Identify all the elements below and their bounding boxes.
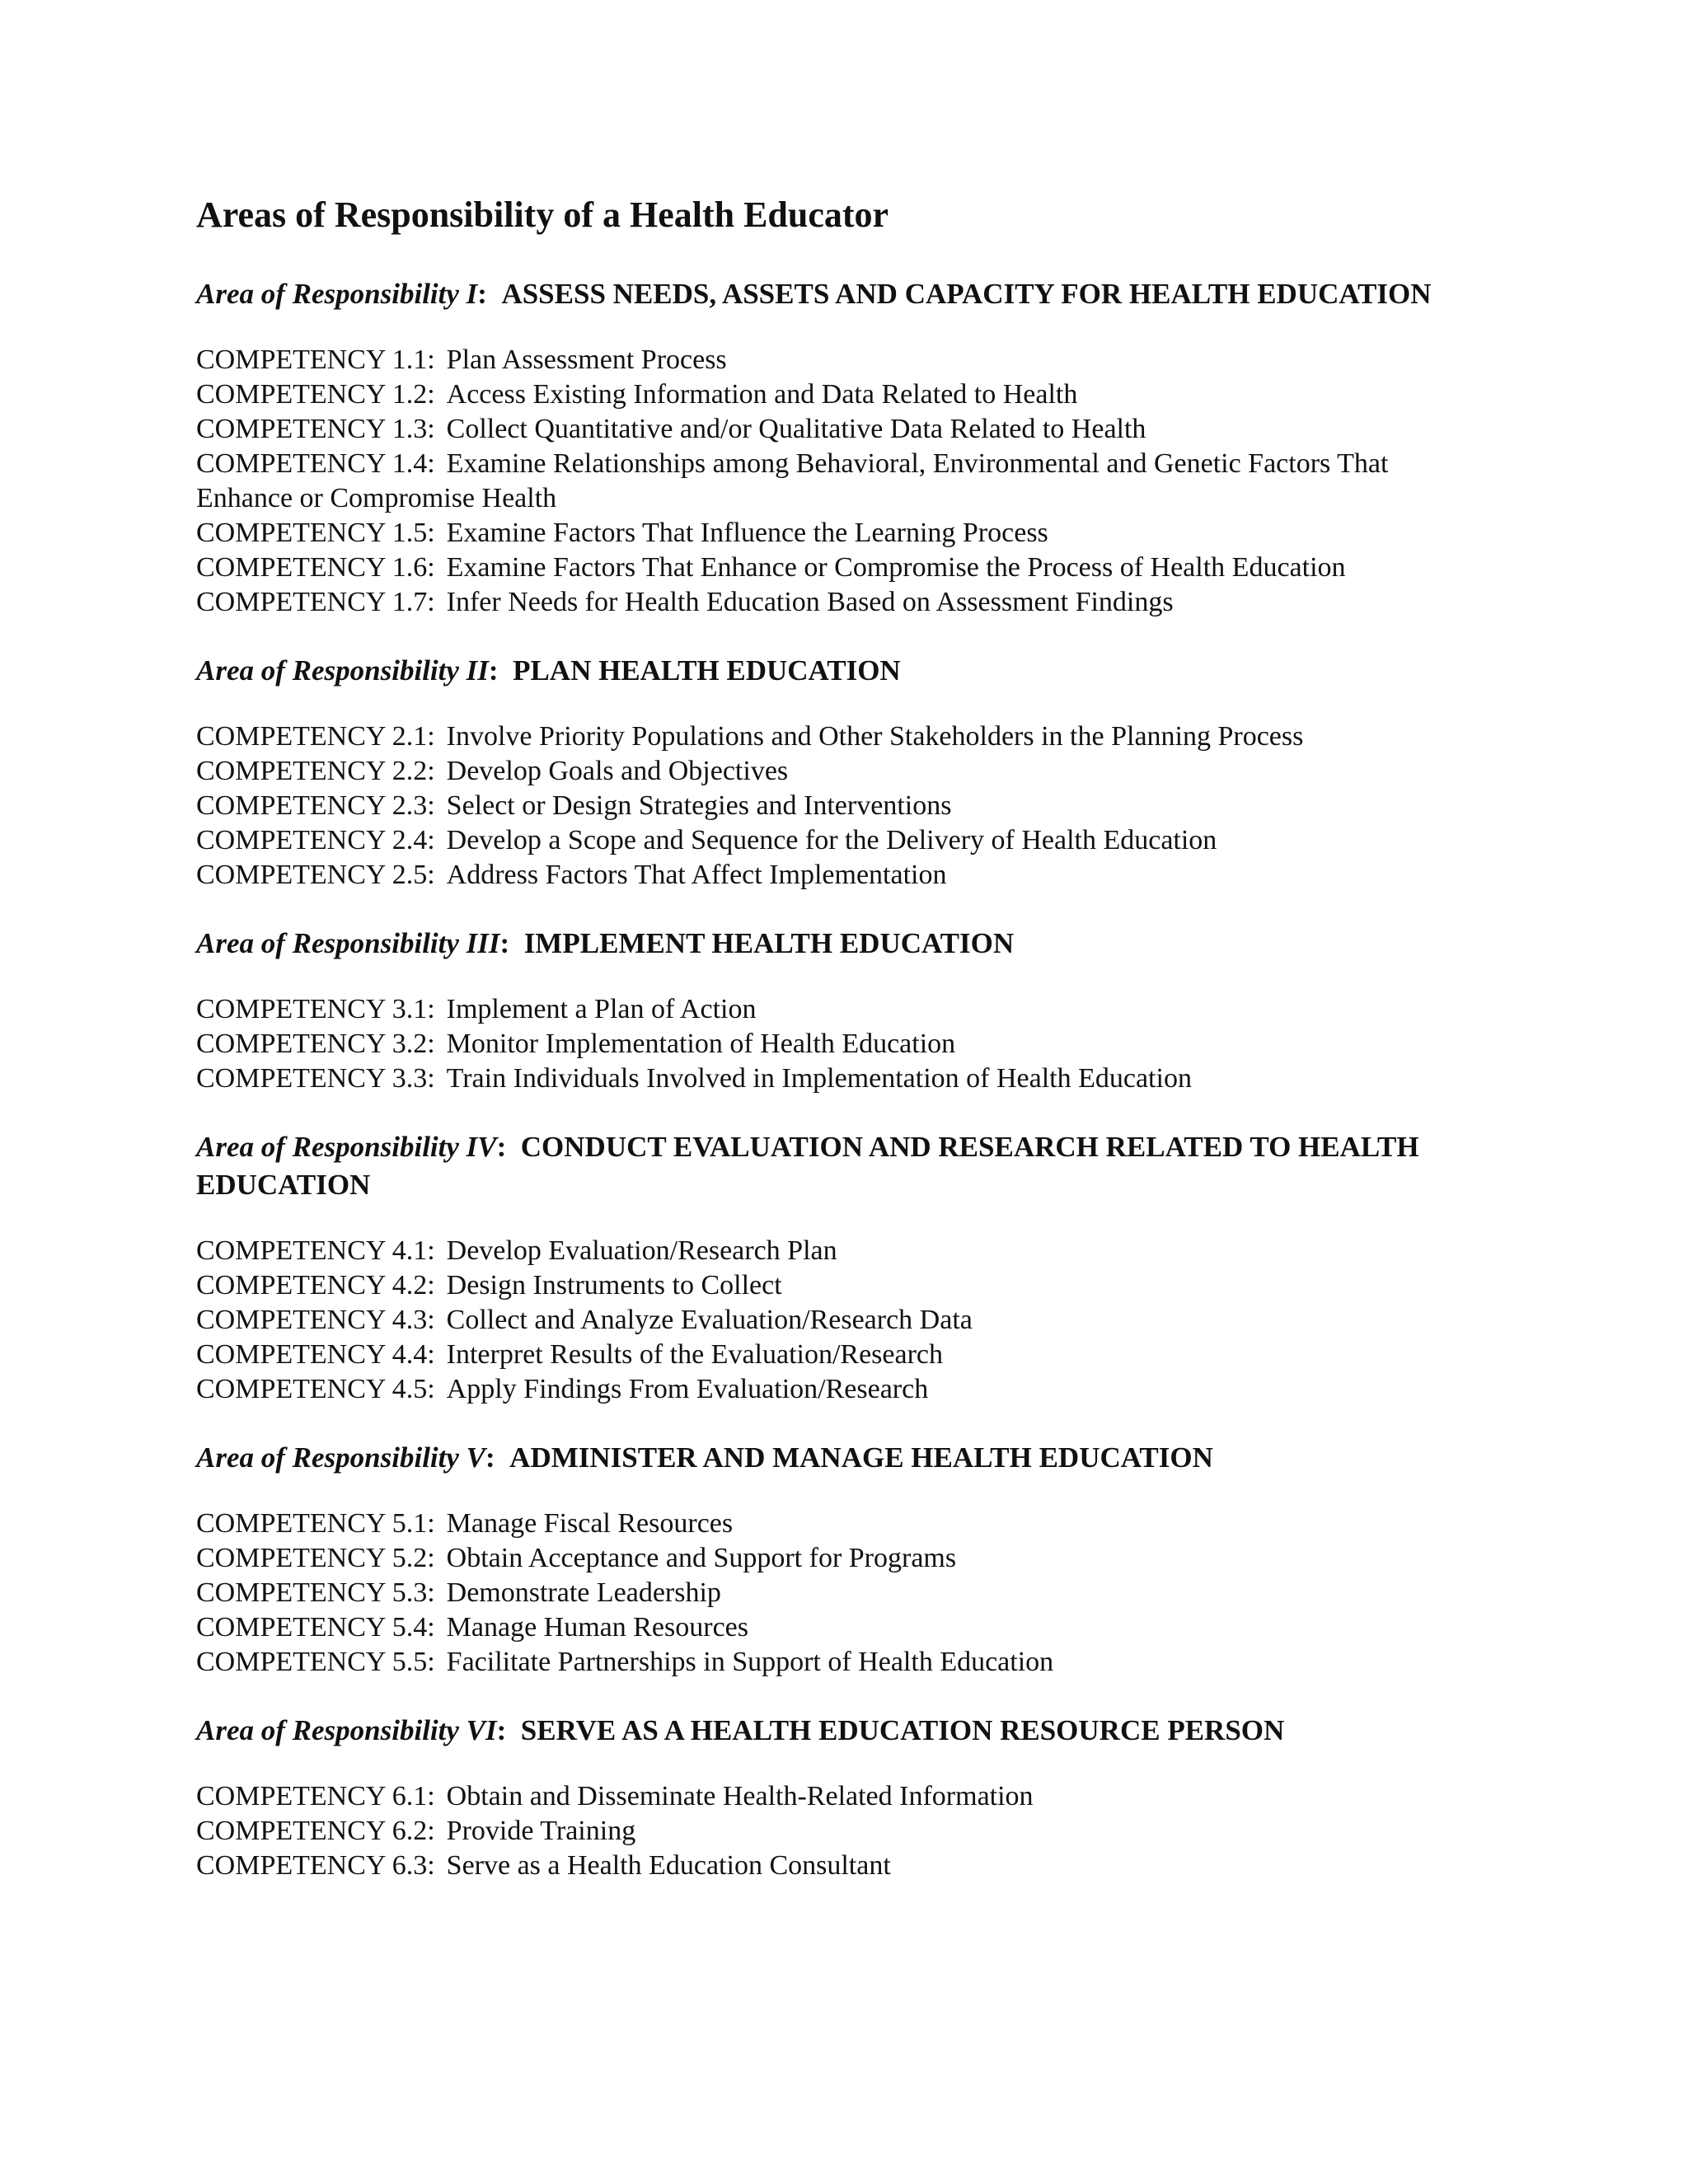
competency-text: Train Individuals Involved in Implementation of Health Education — [446, 1063, 1192, 1094]
area-separator: : — [496, 1131, 507, 1163]
competency-item — [196, 1027, 1482, 1062]
competency-code: COMPETENCY 5.2: — [196, 1543, 435, 1573]
area-label: Area of Responsibility — [196, 1441, 459, 1474]
competency-item — [196, 789, 1482, 823]
competency-code: COMPETENCY 4.5: — [196, 1374, 435, 1404]
competency-item — [196, 1576, 1482, 1610]
competency-code: COMPETENCY 2.3: — [196, 790, 435, 821]
competency-text: Select or Design Strategies and Interventions — [446, 790, 952, 821]
competency-code: COMPETENCY 2.5: — [196, 860, 435, 890]
area-name: CONDUCT EVALUATION AND RESEARCH RELATED TO HEALTH EDUCATION — [196, 1131, 1419, 1201]
area-heading — [196, 275, 1482, 313]
competency-text: Provide Training — [446, 1816, 636, 1846]
responsibility-area — [196, 1128, 1482, 1407]
area-name: IMPLEMENT HEALTH EDUCATION — [523, 927, 1015, 959]
competency-code: COMPETENCY 1.7: — [196, 587, 435, 617]
competency-item — [196, 1849, 1482, 1883]
competency-item — [196, 377, 1482, 412]
competency-text: Infer Needs for Health Education Based on Assessment Findings — [446, 587, 1174, 617]
competency-item — [196, 754, 1482, 789]
competency-code: COMPETENCY 2.1: — [196, 721, 435, 752]
competency-item — [196, 412, 1482, 447]
competency-text: Manage Human Resources — [446, 1612, 748, 1643]
responsibility-area — [196, 1439, 1482, 1680]
competency-list — [196, 992, 1482, 1096]
competency-code: COMPETENCY 1.2: — [196, 379, 435, 410]
area-separator: : — [485, 1441, 495, 1474]
competency-code: COMPETENCY 3.2: — [196, 1029, 435, 1059]
areas-container — [196, 275, 1482, 1883]
responsibility-area — [196, 925, 1482, 1096]
competency-text: Examine Relationships among Behavioral, Environmental and Genetic Factors That Enhance or Compromise Health — [196, 448, 1389, 513]
competency-item — [196, 1779, 1482, 1814]
competency-code: COMPETENCY 5.4: — [196, 1612, 435, 1643]
competency-list — [196, 1507, 1482, 1680]
competency-item — [196, 1062, 1482, 1096]
competency-item — [196, 551, 1482, 585]
competency-item — [196, 823, 1482, 858]
area-separator: : — [496, 1714, 507, 1746]
area-name: PLAN HEALTH EDUCATION — [513, 654, 901, 687]
area-heading — [196, 1712, 1482, 1750]
responsibility-area — [196, 1712, 1482, 1883]
competency-code: COMPETENCY 6.3: — [196, 1850, 435, 1881]
competency-text: Address Factors That Affect Implementation — [446, 860, 947, 890]
competency-code: COMPETENCY 1.1: — [196, 344, 435, 375]
competency-code: COMPETENCY 3.1: — [196, 994, 435, 1024]
competency-item — [196, 719, 1482, 754]
competency-item — [196, 858, 1482, 893]
competency-text: Apply Findings From Evaluation/Research — [446, 1374, 929, 1404]
competency-text: Implement a Plan of Action — [446, 994, 757, 1024]
area-name: SERVE AS A HEALTH EDUCATION RESOURCE PERSON — [520, 1714, 1285, 1746]
competency-list — [196, 1779, 1482, 1883]
competency-text: Facilitate Partnerships in Support of Health Education — [446, 1647, 1054, 1677]
area-numeral: V — [466, 1441, 486, 1474]
competency-item — [196, 1268, 1482, 1303]
competency-text: Plan Assessment Process — [446, 344, 727, 375]
competency-item — [196, 1610, 1482, 1645]
area-name: ADMINISTER AND MANAGE HEALTH EDUCATION — [509, 1441, 1213, 1474]
competency-text: Develop a Scope and Sequence for the Delivery of Health Education — [446, 825, 1217, 855]
competency-text: Serve as a Health Education Consultant — [446, 1850, 891, 1881]
competency-text: Collect Quantitative and/or Qualitative Data Related to Health — [446, 414, 1146, 444]
competency-text: Manage Fiscal Resources — [446, 1508, 734, 1539]
responsibility-area — [196, 652, 1482, 893]
competency-item — [196, 1507, 1482, 1541]
area-label: Area of Responsibility — [196, 278, 459, 310]
area-numeral: III — [466, 927, 500, 959]
competency-text: Examine Factors That Influence the Learning Process — [446, 518, 1048, 548]
competency-code: COMPETENCY 5.3: — [196, 1577, 435, 1608]
competency-code: COMPETENCY 5.5: — [196, 1647, 435, 1677]
competency-code: COMPETENCY 4.2: — [196, 1270, 435, 1301]
competency-item — [196, 1814, 1482, 1849]
competency-code: COMPETENCY 6.2: — [196, 1816, 435, 1846]
area-name: ASSESS NEEDS, ASSETS AND CAPACITY FOR HEALTH EDUCATION — [501, 278, 1432, 310]
competency-text: Design Instruments to Collect — [446, 1270, 782, 1301]
competency-code: COMPETENCY 4.4: — [196, 1339, 435, 1370]
competency-item — [196, 1372, 1482, 1407]
competency-code: COMPETENCY 1.4: — [196, 448, 435, 479]
competency-text: Involve Priority Populations and Other Stakeholders in the Planning Process — [446, 721, 1304, 752]
area-label: Area of Responsibility — [196, 927, 459, 959]
competency-text: Obtain and Disseminate Health-Related Information — [446, 1781, 1034, 1811]
competency-item — [196, 1303, 1482, 1338]
competency-text: Develop Goals and Objectives — [446, 756, 789, 786]
area-separator: : — [488, 654, 499, 687]
competency-text: Access Existing Information and Data Related to Health — [446, 379, 1078, 410]
competency-list — [196, 1234, 1482, 1407]
area-numeral: IV — [466, 1131, 497, 1163]
area-numeral: II — [466, 654, 489, 687]
responsibility-area — [196, 275, 1482, 620]
competency-text: Obtain Acceptance and Support for Programs — [446, 1543, 957, 1573]
competency-item — [196, 343, 1482, 377]
competency-item — [196, 585, 1482, 620]
competency-list — [196, 719, 1482, 893]
competency-item — [196, 1541, 1482, 1576]
competency-code: COMPETENCY 3.3: — [196, 1063, 435, 1094]
area-separator: : — [477, 278, 487, 310]
competency-code: COMPETENCY 4.1: — [196, 1235, 435, 1266]
document-page — [196, 191, 1482, 1915]
competency-item — [196, 1645, 1482, 1680]
competency-text: Demonstrate Leadership — [446, 1577, 721, 1608]
competency-code: COMPETENCY 1.5: — [196, 518, 435, 548]
area-heading — [196, 1439, 1482, 1477]
competency-code: COMPETENCY 1.6: — [196, 552, 435, 583]
competency-item — [196, 516, 1482, 551]
competency-text: Develop Evaluation/Research Plan — [446, 1235, 837, 1266]
competency-item — [196, 447, 1482, 516]
page-title: Areas of Responsibility of a Health Educator — [196, 194, 889, 235]
area-label: Area of Responsibility — [196, 654, 459, 687]
competency-code: COMPETENCY 2.4: — [196, 825, 435, 855]
area-numeral: I — [466, 278, 478, 310]
area-label: Area of Responsibility — [196, 1714, 459, 1746]
competency-text: Examine Factors That Enhance or Compromise the Process of Health Education — [446, 552, 1346, 583]
area-heading — [196, 652, 1482, 690]
competency-text: Collect and Analyze Evaluation/Research Data — [446, 1305, 973, 1335]
competency-text: Interpret Results of the Evaluation/Research — [446, 1339, 944, 1370]
competency-item — [196, 1234, 1482, 1268]
competency-item — [196, 1338, 1482, 1372]
area-heading — [196, 925, 1482, 963]
competency-list — [196, 343, 1482, 620]
area-numeral: VI — [466, 1714, 497, 1746]
area-label: Area of Responsibility — [196, 1131, 459, 1163]
competency-code: COMPETENCY 4.3: — [196, 1305, 435, 1335]
competency-code: COMPETENCY 6.1: — [196, 1781, 435, 1811]
area-heading — [196, 1128, 1482, 1204]
competency-text: Monitor Implementation of Health Education — [446, 1029, 956, 1059]
competency-code: COMPETENCY 1.3: — [196, 414, 435, 444]
competency-code: COMPETENCY 2.2: — [196, 756, 435, 786]
area-separator: : — [499, 927, 510, 959]
competency-code: COMPETENCY 5.1: — [196, 1508, 435, 1539]
competency-item — [196, 992, 1482, 1027]
